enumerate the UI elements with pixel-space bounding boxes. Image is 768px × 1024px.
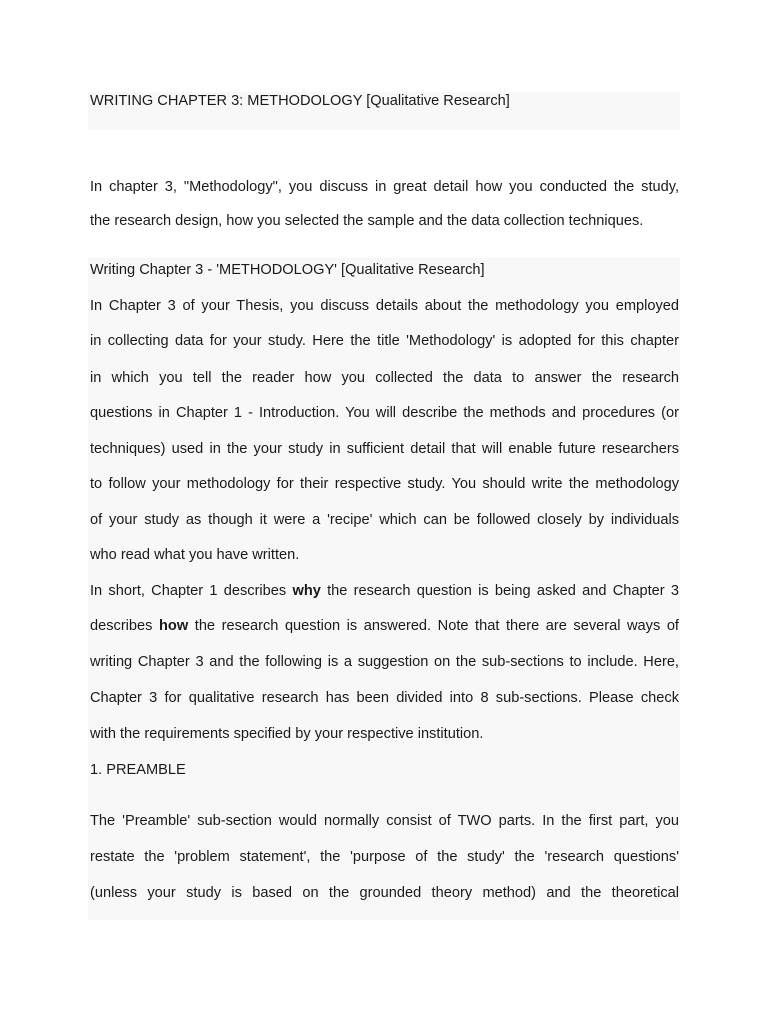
paragraph-2-line-5: with the requirements specified by your respective institution.	[90, 726, 484, 742]
document-title: WRITING CHAPTER 3: METHODOLOGY [Qualitative Research]	[90, 93, 510, 109]
paragraph-3-line-1: The 'Preamble' sub-section would normally consist of TWO parts. In the first part, you	[90, 813, 679, 829]
paragraph-2-line-2	[90, 617, 679, 635]
intro-line-2: the research design, how you selected the sample and the data collection techniques.	[90, 213, 644, 229]
paragraph-2-line-1-b: the research question is being asked and Chapter 3	[320, 583, 680, 599]
section-subheading: Writing Chapter 3 - 'METHODOLOGY' [Qualitative Research]	[90, 262, 485, 278]
paragraph-2-line-1	[90, 582, 679, 600]
paragraph-2-line-2-a: describes	[90, 618, 160, 634]
paragraph-2-line-4: Chapter 3 for qualitative research has been divided into 8 sub-sections. Please check	[90, 690, 679, 706]
paragraph-1-line-5: techniques) used in the your study in sufficient detail that will enable future researchers	[90, 441, 679, 457]
paragraph-1-line-4: questions in Chapter 1 - Introduction. You will describe the methods and procedures (or	[90, 405, 679, 421]
paragraph-1-line-1: In Chapter 3 of your Thesis, you discuss details about the methodology you employed	[90, 298, 679, 314]
paragraph-3-line-3: (unless your study is based on the grounded theory method) and the theoretical	[90, 885, 679, 901]
paragraph-2-line-3: writing Chapter 3 and the following is a suggestion on the sub-sections to include. Here,	[90, 654, 679, 670]
emphasis-why: why	[292, 583, 321, 599]
paragraph-1-line-6: to follow your methodology for their respective study. You should write the methodology	[90, 476, 679, 492]
paragraph-1-line-8: who read what you have written.	[90, 547, 300, 563]
paragraph-2-line-1-a: In short, Chapter 1 describes	[90, 583, 293, 599]
emphasis-how: how	[159, 618, 189, 634]
paragraph-1-line-2: in collecting data for your study. Here the title 'Methodology' is adopted for this chapter	[90, 333, 679, 349]
intro-line-1: In chapter 3, "Methodology", you discuss in great detail how you conducted the study,	[90, 179, 679, 195]
paragraph-1-line-7: of your study as though it were a 'recipe' which can be followed closely by individuals	[90, 512, 679, 528]
paragraph-3-line-2: restate the 'problem statement', the 'purpose of the study' the 'research questions'	[90, 849, 679, 865]
paragraph-1-line-3: in which you tell the reader how you collected the data to answer the research	[90, 370, 679, 386]
paragraph-2-line-2-b: the research question is answered. Note that there are several ways of	[188, 618, 679, 634]
preamble-heading: 1. PREAMBLE	[90, 762, 186, 778]
